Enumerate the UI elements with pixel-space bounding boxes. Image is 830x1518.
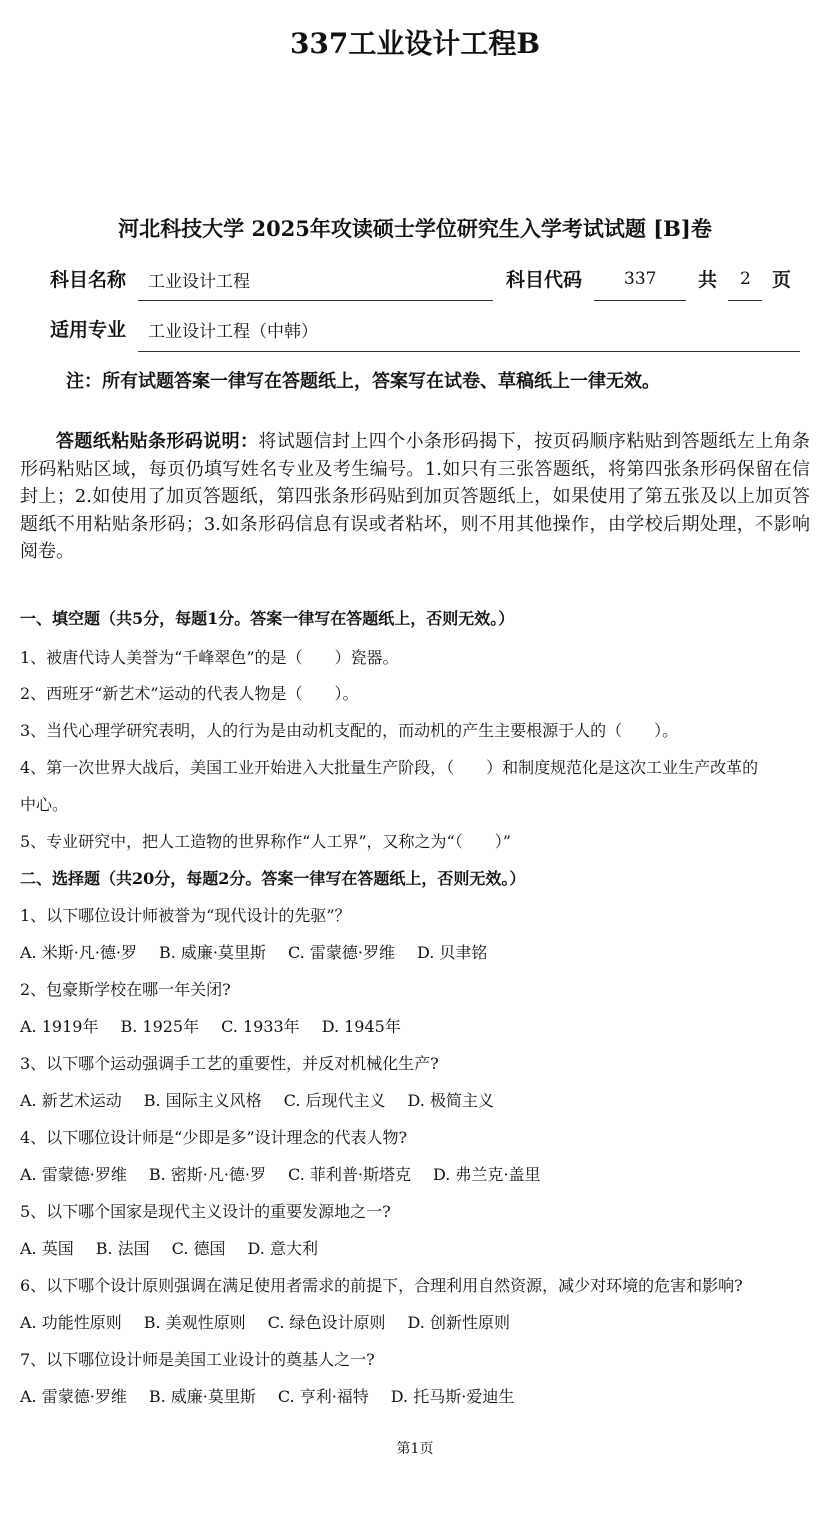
fill-question-1: 1、被唐代诗人美誉为“千峰翠色”的是（ ）瓷器。 [20,648,399,667]
option-a: A. 雷蒙德·罗维 [20,1165,127,1184]
option-b: B. 国际主义风格 [143,1091,262,1110]
fill-question-2: 2、西班牙“新艺术”运动的代表人物是（ ）。 [20,684,359,703]
notice-text: 注：所有试题答案一律写在答题纸上，答案写在试卷、草稿纸上一律无效。 [66,371,660,392]
choice-question-5: 5、以下哪个国家是现代主义设计的重要发源地之一? [20,1202,391,1221]
option-d: D. 创新性原则 [407,1313,510,1332]
option-a: A. 1919年 [20,1017,99,1036]
subject-name-value: 工业设计工程 [148,272,250,292]
option-b: B. 法国 [95,1239,150,1258]
option-d: D. 极简主义 [407,1091,494,1110]
option-a: A. 英国 [20,1239,74,1258]
option-a: A. 功能性原则 [20,1313,122,1332]
option-a: A. 雷蒙德·罗维 [20,1387,127,1406]
choice-options-3 [20,1088,516,1111]
fill-question-5: 5、专业研究中，把人工造物的世界称作“人工界”，又称之为“（ ）” [20,832,511,851]
major-label: 适用专业 [50,319,127,341]
option-b: B. 1925年 [120,1017,200,1036]
option-c: C. 菲利普·斯塔克 [288,1165,411,1184]
fill-question-3: 3、当代心理学研究表明，人的行为是由动机支配的，而动机的产生主要根源于人的（ ）。 [20,721,679,740]
page-number: 第1页 [396,1441,434,1457]
subject-name-label: 科目名称 [50,269,127,291]
fill-question-4: 4、第一次世界大战后，美国工业开始进入大批量生产阶段，（ ）和制度规范化是这次工业生产改革的 [20,758,759,777]
option-b: B. 威廉·莫里斯 [148,1387,256,1406]
major-value: 工业设计工程（中韩） [148,322,318,342]
choice-question-3: 3、以下哪个运动强调手工艺的重要性，并反对机械化生产? [20,1054,439,1073]
document-title: 337工业设计工程B [289,27,541,60]
subject-name-underline [138,300,493,301]
fill-question-4-cont: 中心。 [20,795,69,814]
choice-question-6: 6、以下哪个设计原则强调在满足使用者需求的前提下，合理利用自然资源，减少对环境的危害和影响? [20,1276,743,1295]
subject-code-underline [594,300,686,301]
option-b: B. 密斯·凡·德·罗 [148,1165,267,1184]
choice-options-4 [20,1162,563,1185]
choice-options-5 [20,1236,340,1259]
choice-options-6 [20,1310,532,1333]
exam-title: 河北科技大学 2025年攻读硕士学位研究生入学考试试题 [B]卷 [118,216,712,241]
option-c: C. 1933年 [221,1017,300,1036]
section-1-heading: 一、填空题（共5分，每题1分。答案一律写在答题纸上，否则无效。） [20,609,515,628]
option-c: C. 绿色设计原则 [267,1313,386,1332]
option-c: C. 雷蒙德·罗维 [288,943,395,962]
choice-question-1: 1、以下哪位设计师被誉为“现代设计的先驱”？ [20,906,351,925]
barcode-label: 答题纸粘贴条形码说明： [56,431,259,452]
choice-question-7: 7、以下哪位设计师是美国工业设计的奠基人之一? [20,1350,375,1369]
pages-underline [728,300,762,301]
choice-options-2 [20,1014,423,1037]
pages-prefix: 共 [698,269,718,291]
choice-options-1 [20,940,509,963]
choice-question-2: 2、包豪斯学校在哪一年关闭? [20,980,231,999]
option-a: A. 新艺术运动 [20,1091,122,1110]
pages-count: 2 [740,269,751,289]
choice-question-4: 4、以下哪位设计师是“少即是多”设计理念的代表人物? [20,1128,408,1147]
pages-suffix: 页 [772,269,792,291]
option-c: C. 德国 [171,1239,226,1258]
barcode-instructions [20,428,810,566]
option-b: B. 威廉·莫里斯 [159,943,267,962]
subject-code-value: 337 [624,269,657,289]
option-d: D. 弗兰克·盖里 [432,1165,541,1184]
option-c: C. 亨利·福特 [277,1387,369,1406]
option-d: D. 1945年 [321,1017,401,1036]
option-b: B. 美观性原则 [143,1313,246,1332]
option-d: D. 托马斯·爱迪生 [390,1387,515,1406]
option-c: C. 后现代主义 [283,1091,386,1110]
subject-code-label: 科目代码 [506,269,583,291]
major-underline [138,351,800,352]
choice-options-7 [20,1384,536,1407]
section-2-heading: 二、选择题（共20分，每题2分。答案一律写在答题纸上，否则无效。） [20,869,526,888]
option-a: A. 米斯·凡·德·罗 [20,943,137,962]
option-d: D. 意大利 [247,1239,318,1258]
option-d: D. 贝聿铭 [416,943,488,962]
barcode-text: 将试题信封上四个小条形码揭下，按页码顺序粘贴到答题纸左上角条形码粘贴区域，每页仍填写姓名专业及考生编号。1.如只有三张答题纸，将第四张条形码保留在信封上；2.如使用了加页答题纸，第四张条形码贴到加页答题纸上，如果使用了第五张及以上加页答题纸不用粘贴条形码；3.如条形码信息有误或者粘坏，则不用其他操作，由学校后期处理，不影响阅卷。 [20,431,811,563]
